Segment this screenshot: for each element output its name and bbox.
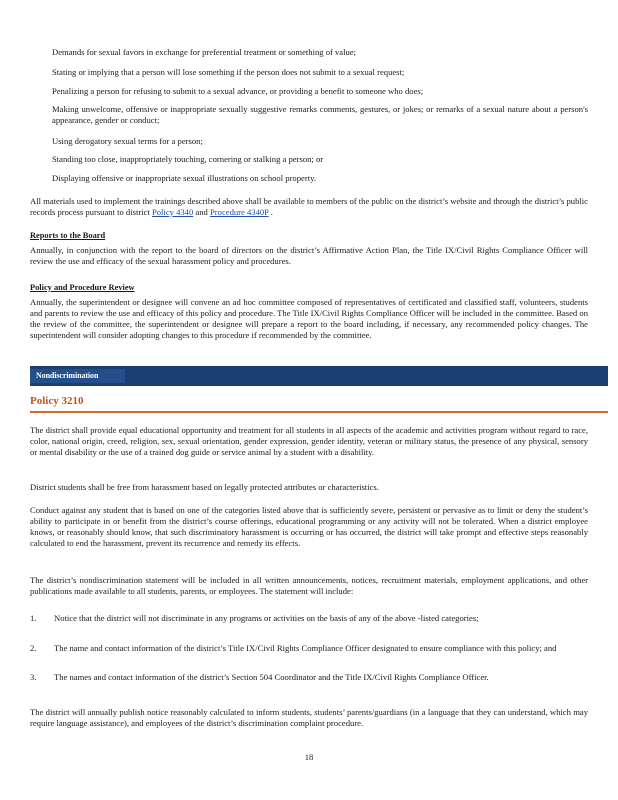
materials-paragraph: All materials used to implement the trainings described above shall be available to members of the public on the district’s website and through the district’s public records process pursuant to district Policy 4340 and Procedure 4340P .	[30, 196, 588, 217]
policy-title: Policy 3210	[30, 395, 84, 407]
bullet-item: Demands for sexual favors in exchange for preferential treatment or something of value;	[52, 47, 357, 57]
procedure-4340p-link[interactable]: Procedure 4340P	[210, 207, 269, 217]
body-paragraph: District students shall be free from harassment based on legally protected attributes or characteristics.	[30, 482, 379, 492]
review-paragraph: Annually, the superintendent or designee will convene an ad hoc committee composed of representatives of certificated and classified staff, volunteers, students and parents to review the use and efficacy of this policy and procedure. The Title IX/Civil Rights Compliance Officer will be included in the committee. Based on the review of the committee, the superintendent or designee will prepare a report to the board including, if necessary, any recommended policy changes. The superintendent will consider adopting changes to this procedure if recommended by the committee.	[30, 297, 588, 340]
section-header-label: Nondiscrimination	[36, 371, 99, 380]
policy-4340-link[interactable]: Policy 4340	[151, 207, 194, 217]
reports-paragraph: Annually, in conjunction with the report to the board of directors on the district’s Affirmative Action Plan, the Title IX/Civil Rights Compliance Officer will review the use and efficacy of the sexual harassment policy and procedures.	[30, 245, 588, 266]
reports-heading: Reports to the Board	[30, 231, 106, 240]
body-paragraph: The district’s nondiscrimination statement will be included in all written announcements, notices, recruitment materials, employment applications, and other publications made available to all students, parents, or employees. The statement will include:	[30, 575, 588, 596]
bullet-item: Standing too close, inappropriately touching, cornering or stalking a person; or	[52, 154, 324, 164]
bullet-item: Displaying offensive or inappropriate sexual illustrations on school property.	[52, 173, 316, 183]
page-number: 18	[304, 752, 314, 762]
body-paragraph: Conduct against any student that is based on one of the categories listed above that is sufficiently severe, persistent or pervasive as to limit or deny the student’s ability to participate in or benefit from the district’s course offerings, educational programming or any activity will not be tolerated. When a district employee knows, or reasonably should know, that such discriminatory harassment is occurring or has occurred, the district will take prompt and effective steps reasonably calculated to end the harassment, prevent its recurrence and remedy its effects.	[30, 505, 588, 548]
numbered-item: 2. The name and contact information of the district’s Title IX/Civil Rights Compliance Officer designated to ensure compliance with this policy; and	[30, 643, 557, 653]
numbered-item: 3. The names and contact information of the district’s Section 504 Coordinator and the Title IX/Civil Rights Compliance Officer.	[30, 672, 489, 682]
policy-title-rule	[30, 411, 608, 413]
bullet-item: Using derogatory sexual terms for a person;	[52, 136, 203, 146]
bullet-item: Making unwelcome, offensive or inappropriate sexually suggestive remarks comments, gestures, or jokes; or remarks of a sexual nature about a person's appearance, gender or conduct;	[52, 104, 588, 125]
body-paragraph: The district shall provide equal educational opportunity and treatment for all students in all aspects of the academic and activities program without regard to race, color, national origin, creed, religion, sex, sexual orientation, gender expression, gender identity, veteran or military status, the presence of any physical, sensory or mental disability or the use of a trained dog guide or service animal by a student with a disability.	[30, 425, 588, 457]
bullet-item: Stating or implying that a person will lose something if the person does not submit to a sexual request;	[52, 67, 405, 77]
final-paragraph: The district will annually publish notice reasonably calculated to inform students, students’ parents/guardians (in a language that they can understand, which may require language assistance), and employees of the district’s discrimination complaint procedure.	[30, 707, 588, 728]
numbered-item: 1. Notice that the district will not discriminate in any programs or activities on the basis of any of the above -listed categories;	[30, 613, 479, 623]
section-header-bar	[30, 366, 608, 386]
review-heading: Policy and Procedure Review	[30, 283, 135, 292]
bullet-item: Penalizing a person for refusing to submit to a sexual advance, or providing a benefit to someone who does;	[52, 86, 424, 96]
